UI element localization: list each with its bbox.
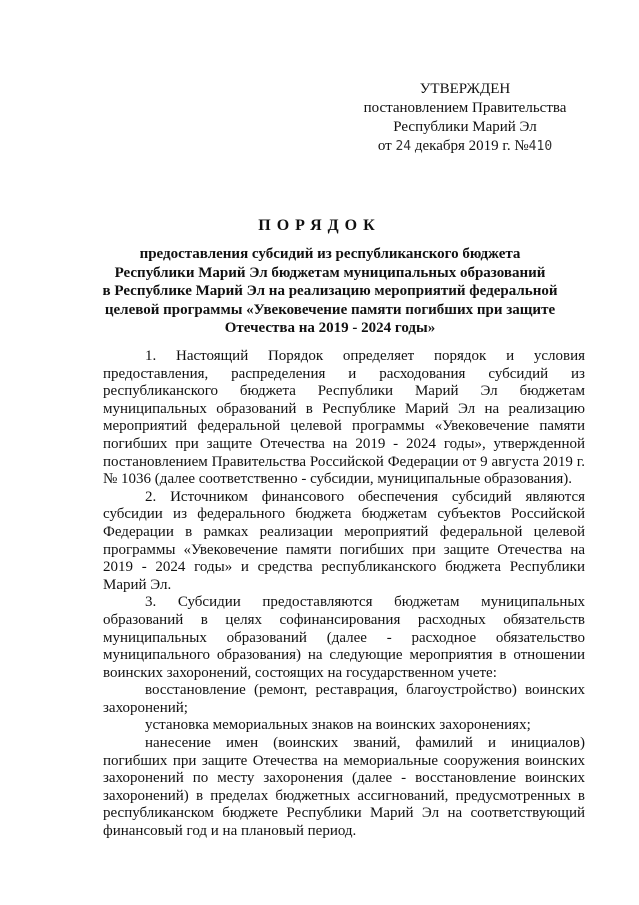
approval-line-1: постановлением Правительства [363,100,567,116]
paragraph-3-item-3: нанесение имен (воинских званий, фамилий и инициалов) погибших при защите Отечества на мемориальные сооружения воинских захоронений по месту захоронения (далее - восстановление воинских захоронений) в пределах бюджетных ассигнований, предусмотренных в республиканском бюджете Республики Марий Эл на соответствующий финансовый год и на плановый период. [103,735,585,840]
paragraph-3: 3. Субсидии предоставляются бюджетам муниципальных образований в целях софинансирования расходных обязательств муниципальных образований (далее - расходное обязательство муниципального образования) на следующие мероприятия в отношении воинских захоронений, состоящих на государственном учете: [103,594,585,681]
subtitle-line-5: Отечества на 2019 - 2024 годы» [224,320,436,336]
subtitle-line-3: в Республике Марий Эл на реализацию мероприятий федеральной [102,283,558,299]
paragraph-3-item-2: установка мемориальных знаков на воинских захоронениях; [145,717,531,734]
approval-stamp [340,80,590,156]
subtitle-line-2: Республики Марий Эл бюджетам муниципальных образований [114,264,546,281]
document-body [103,348,585,841]
date-day: 24 [395,139,412,154]
subtitle-line-1: предоставления субсидий из республиканского бюджета [139,246,521,262]
decree-number: 410 [528,139,553,154]
document-subtitle [95,245,565,338]
date-prefix: от [377,138,392,154]
subtitle-line-4: целевой программы «Увековечение памяти погибших при защите [104,301,556,318]
paragraph-3-item-1: восстановление (ремонт, реставрация, благоустройство) воинских захоронений; [103,682,585,716]
approval-heading: УТВЕРЖДЕН [419,81,511,97]
document-title: ПОРЯДОК [258,217,381,234]
date-middle: декабря 2019 г. № [414,138,529,154]
approval-line-2: Республики Марий Эл [393,119,537,135]
paragraph-2: 2. Источником финансового обеспечения субсидий являются субсидии из федерального бюджета бюджетам субъектов Российской Федерации в рамках реализации мероприятий федеральной целевой программы «Увековечение памяти погибших при защите Отечества на 2019 - 2024 годы» и средства республиканского бюджета Республики Марий Эл. [103,488,585,593]
paragraph-1: 1. Настоящий Порядок определяет порядок и условия предоставления, распределения и расходования субсидий из республиканского бюджета Республики Марий Эл бюджетам муниципальных образований в Республике Марий Эл на реализацию мероприятий федеральной целевой программы «Увековечение памяти погибших при защите Отечества на 2019 - 2024 годы», утвержденной постановлением Правительства Российской Федерации от 9 августа 2019 г. № 1036 (далее соответственно - субсидии, муниципальные образования). [103,348,585,488]
approval-date [340,137,590,156]
